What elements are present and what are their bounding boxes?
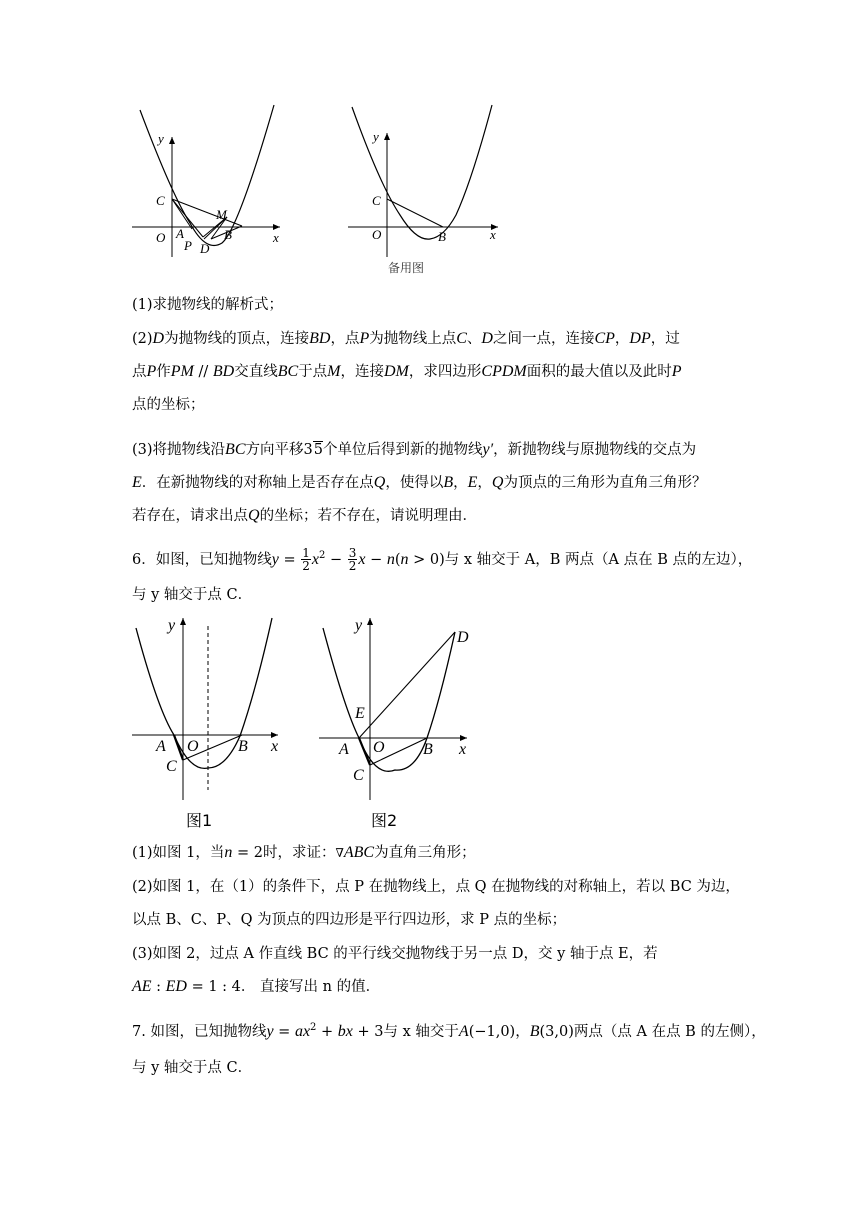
q6-intro-line1: 6．如图，已知抛物线y = $\frac{1}{2}$ $x^2$ − $\frac{3}{2}$ x − n(n > 0)与 x 轴交于 A，B 两点（A 点在 B 点的左边）， [132,546,753,574]
q5-part1: (1)求抛物线的解析式； [132,297,284,313]
label-y: y [168,617,176,634]
q7-intro-line1: 7. 如图，已知抛物线$y = ax^2$ + bx + 3与 x 轴交于A(−1,0)，B(3,0)两点（点 A 在点 B 的左侧）， [132,1022,766,1040]
label-y: y [355,617,363,634]
label-B: B [438,229,446,244]
label-y: y [373,129,379,144]
parabola-diagram-backup [340,105,510,280]
label-D: D [457,629,469,646]
label-x: x [459,741,467,758]
parabola-diagram [120,105,290,265]
figure-caption: 图2 [371,811,398,830]
figure-caption: 备用图 [388,261,425,275]
label-C: C [353,767,364,784]
figure-2-diagram [315,610,480,830]
figure-top-left [120,105,290,265]
label-A: A [176,226,184,241]
q6-intro-line2: 与 y 轴交于点 C． [132,587,253,603]
label-x: x [271,738,279,755]
q5-part3-line1: (3)将抛物线沿BC方向平移35个单位后得到新的抛物线y′，新抛物线与原抛物线的交点为 [132,441,697,458]
label-O: O [156,230,166,245]
figure-top-right [340,105,510,280]
q6-part1: (1)如图 1，当n = 2时，求证：∇ABC为直角三角形； [132,844,476,861]
q6-part3-line1: (3)如图 2，过点 A 作直线 BC 的平行线交抛物线于另一点 D，交 y 轴于点 E，若 [132,946,658,962]
label-x: x [273,230,279,245]
q7-intro-line2: 与 y 轴交于点 C． [132,1060,253,1076]
q6-part3-line2: AE : ED = 1 : 4． 直接写出 n 的值． [132,978,381,995]
q5-part3-line3: 若存在，请求出点Q的坐标；若不存在，请说明理由． [132,507,478,524]
label-A: A [339,741,349,758]
q5-part2-line3: 点的坐标； [132,397,205,413]
label-C: C [166,758,177,775]
figure-1 [128,610,288,830]
label-B: B [238,738,248,755]
label-O: O [187,738,199,755]
label-B: B [224,227,232,242]
q5-part2-line1: (2)D为抛物线的顶点，连接BD，点P为抛物线上点C、D之间一点，连接CP，DP，过 [132,330,680,347]
label-B: B [423,741,433,758]
label-C: C [372,193,381,208]
q6-part2-line2: 以点 B、C、P、Q 为顶点的四边形是平行四边形，求 P 点的坐标； [132,912,567,928]
figure-1-diagram [128,610,288,830]
label-y: y [158,131,164,146]
label-M: M [216,207,227,222]
figure-caption: 图1 [186,811,213,830]
label-O: O [372,227,382,242]
q5-part3-line2: E．在新抛物线的对称轴上是否存在点Q，使得以B，E，Q为顶点的三角形为直角三角形？ [132,474,707,491]
q5-part2-line2: 点P作PM // BD交直线BC于点M，连接DM，求四边形CPDM面积的最大值以及此时P [132,363,682,380]
label-O: O [373,739,385,756]
label-A: A [156,738,166,755]
q6-part2-line1: (2)如图 1，在（1）的条件下，点 P 在抛物线上，点 Q 在抛物线的对称轴上，若以 BC 为边， [132,879,740,895]
figure-2 [315,610,480,830]
label-P: P [184,238,192,253]
label-x: x [490,227,496,242]
label-E: E [355,705,365,722]
label-D: D [200,241,210,256]
label-C: C [156,193,165,208]
